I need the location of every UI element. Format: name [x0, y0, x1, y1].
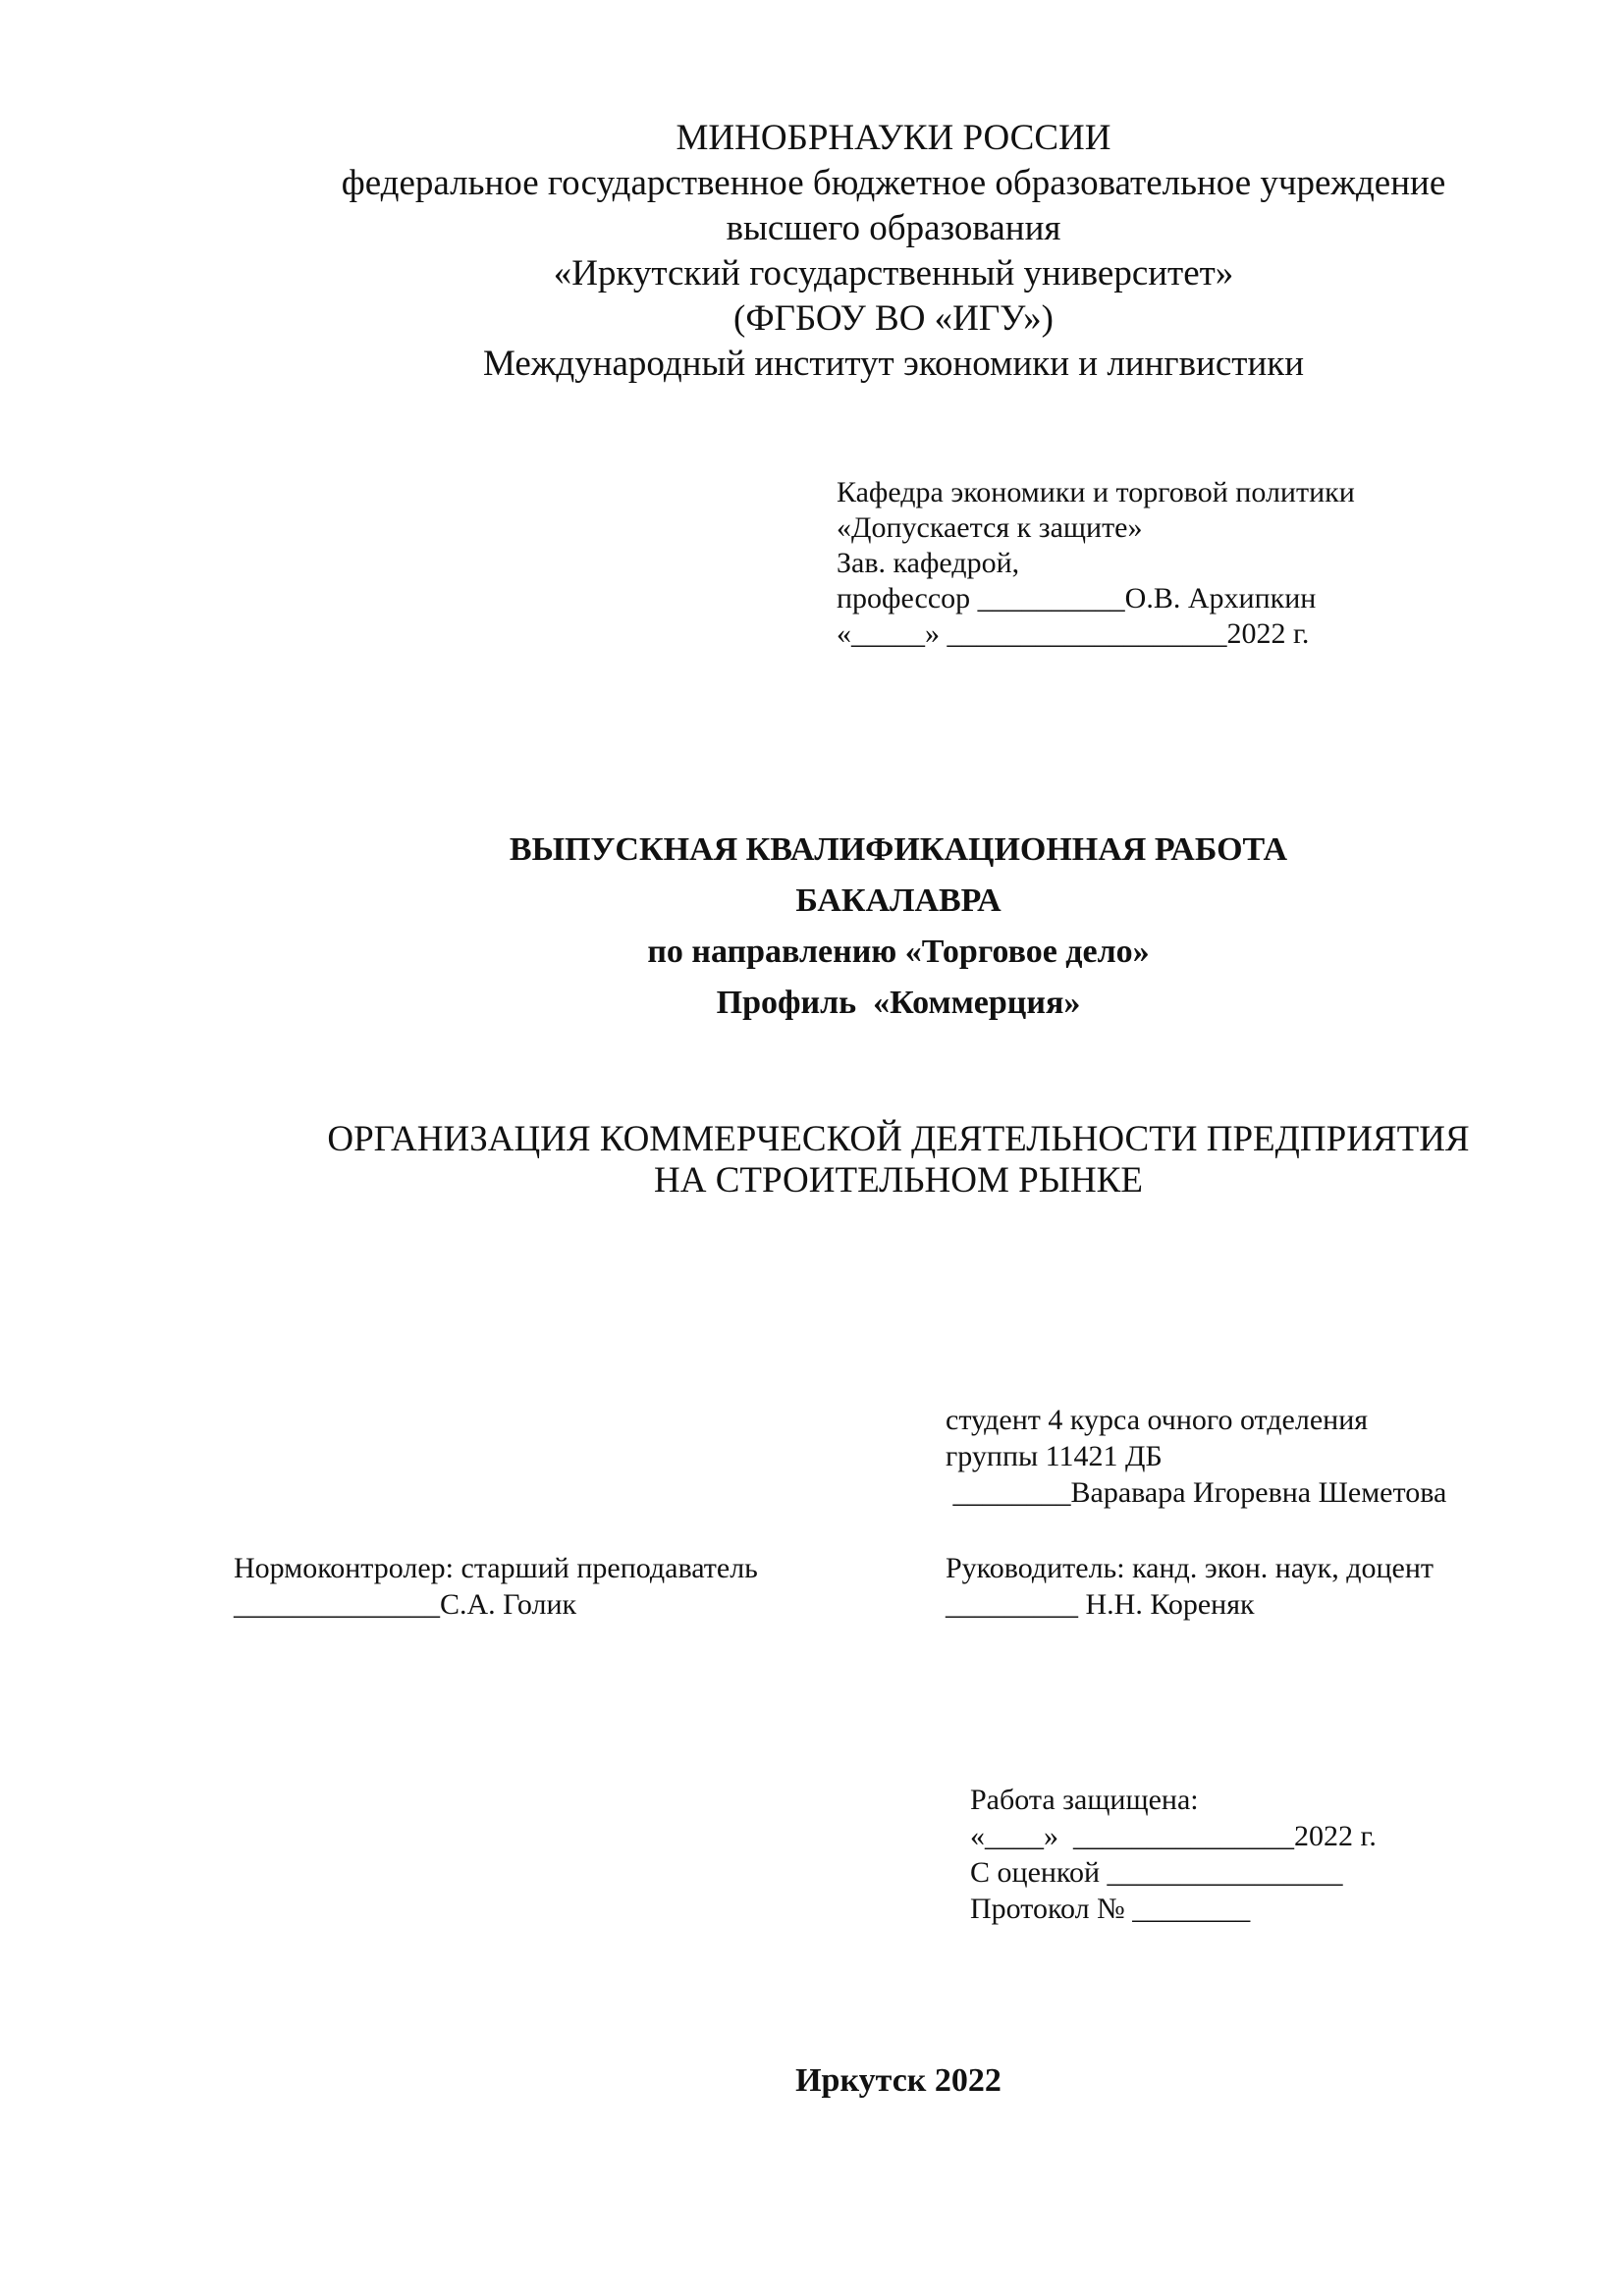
topic-line-2: НА СТРОИТЕЛЬНОМ РЫНКЕ — [654, 1160, 1143, 1201]
university-abbreviation: (ФГБОУ ВО «ИГУ») — [733, 298, 1054, 339]
university-name: «Иркутский государственный университет» — [553, 253, 1234, 294]
department-name: Кафедра экономики и торговой политики — [837, 476, 1355, 508]
degree-level: БАКАЛАВРА — [795, 882, 1001, 919]
ministry-name: МИНОБРНАУКИ РОССИИ — [676, 118, 1111, 158]
work-title-block — [0, 825, 1624, 1029]
thesis-topic — [0, 1119, 1624, 1201]
student-block — [946, 1402, 1446, 1511]
professor-signature-line: профессор __________О.В. Архипкин — [837, 582, 1317, 614]
department-head-label: Зав. кафедрой, — [837, 547, 1020, 579]
defense-block — [970, 1782, 1377, 1927]
study-profile: Профиль «Коммерция» — [716, 985, 1081, 1021]
defense-date-line: «____» _______________2022 г. — [970, 1820, 1377, 1852]
supervisor-signature-line: _________ Н.Н. Кореняк — [946, 1588, 1255, 1621]
admission-note: «Допускается к защите» — [837, 511, 1143, 544]
supervisor-block — [946, 1550, 1434, 1623]
student-course: студент 4 курса очного отделения — [946, 1404, 1369, 1436]
study-direction: по направлению «Торговое дело» — [647, 934, 1150, 970]
work-type-title: ВЫПУСКНАЯ КВАЛИФИКАЦИОННАЯ РАБОТА — [509, 831, 1288, 868]
defense-label: Работа защищена: — [970, 1784, 1199, 1816]
normcontrol-signature-line: ______________С.А. Голик — [234, 1588, 577, 1621]
approval-block — [837, 475, 1355, 652]
institution-header — [0, 116, 1624, 387]
topic-line-1: ОРГАНИЗАЦИЯ КОММЕРЧЕСКОЙ ДЕЯТЕЛЬНОСТИ ПРЕДПРИЯТИЯ — [327, 1119, 1470, 1159]
protocol-line: Протокол № ________ — [970, 1893, 1251, 1925]
normcontrol-title: Нормоконтролер: старший преподаватель — [234, 1552, 758, 1584]
institute-name: Международный институт экономики и лингвистики — [482, 344, 1305, 384]
grade-line: С оценкой ________________ — [970, 1856, 1343, 1889]
student-group: группы 11421 ДБ — [946, 1440, 1163, 1472]
city-year: Иркутск 2022 — [795, 2062, 1001, 2099]
education-level: высшего образования — [726, 208, 1061, 248]
student-signature-line: ________Варавара Игоревна Шеметова — [946, 1476, 1447, 1509]
normcontrol-block — [234, 1550, 758, 1623]
supervisor-title: Руководитель: канд. экон. наук, доцент — [946, 1552, 1435, 1584]
institution-type: федеральное государственное бюджетное образовательное учреждение — [341, 163, 1446, 203]
approval-date-line: «_____» ___________________2022 г. — [837, 617, 1310, 650]
